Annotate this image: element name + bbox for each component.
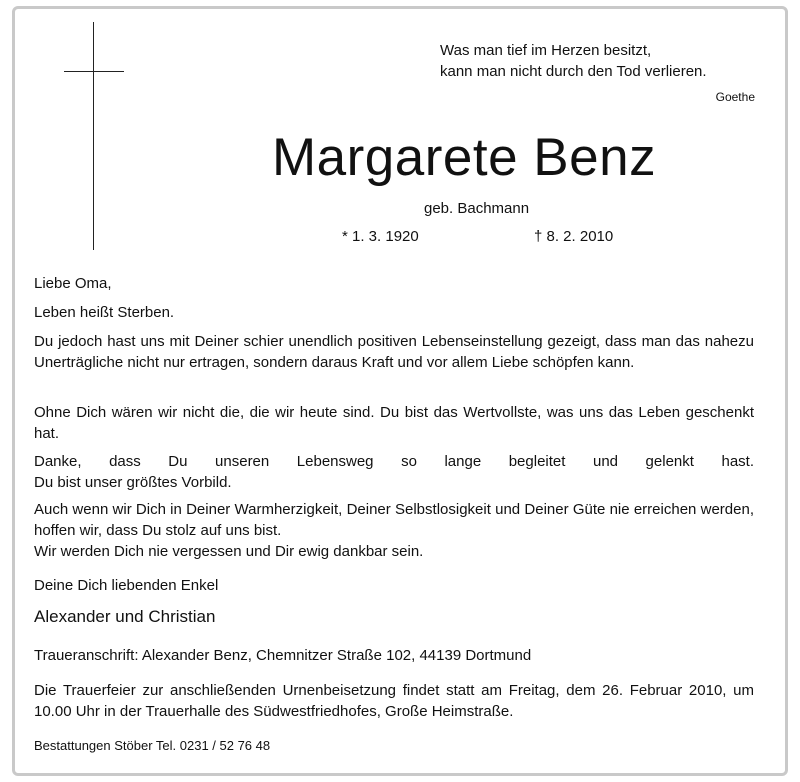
letter-closing: Deine Dich liebenden Enkel — [34, 577, 219, 594]
maiden-name: geb. Bachmann — [424, 200, 530, 217]
letter-paragraph-4-line-2: Du bist unser größtes Vorbild. — [34, 474, 232, 491]
ceremony-info: Die Trauerfeier zur anschließenden Urnenbeisetzung findet statt am Freitag, dem 26. Februar 2010, um 10.00 Uhr in der Trauerhalle des Südwestfriedhofes, Große Heimstraße. — [34, 682, 754, 720]
birth-date: * 1. 3. 1920 — [342, 228, 419, 245]
letter-paragraph-3: Ohne Dich wären wir nicht die, die wir heute sind. Du bist das Wertvollste, was uns das Leben geschenkt hat. — [34, 404, 754, 442]
letter-paragraph-6: Wir werden Dich nie vergessen und Dir ewig dankbar sein. — [34, 543, 424, 560]
mourning-address: Traueranschrift: Alexander Benz, Chemnitzer Straße 102, 44139 Dortmund — [34, 647, 532, 664]
letter-paragraph-4-line-1: Danke, dass Du unseren Lebensweg so lange begleitet und gelenkt hast. — [34, 453, 754, 470]
deceased-name: Margarete Benz — [272, 128, 657, 187]
letter-paragraph-5: Auch wenn wir Dich in Deiner Warmherzigkeit, Deiner Selbstlosigkeit und Deiner Güte nie erreichen werden, hoffen wir, dass Du stolz auf uns bist. — [34, 501, 754, 539]
motto-line-2: kann man nicht durch den Tod verlieren. — [440, 63, 707, 80]
motto-quote — [440, 40, 707, 82]
motto-author: Goethe — [715, 90, 755, 104]
undertaker-info: Bestattungen Stöber Tel. 0231 / 52 76 48 — [34, 738, 271, 753]
death-date: † 8. 2. 2010 — [534, 228, 614, 245]
letter-paragraph-2: Du jedoch hast uns mit Deiner schier unendlich positiven Lebenseinstellung gezeigt, dass man das nahezu Unerträgliche nicht nur ertragen, sondern daraus Kraft und vor allem Liebe schöpfen kann. — [34, 333, 754, 371]
letter-salutation: Liebe Oma, — [34, 275, 112, 292]
motto-line-1: Was man tief im Herzen besitzt, — [440, 42, 652, 59]
letter-paragraph-1: Leben heißt Sterben. — [34, 304, 175, 321]
signers: Alexander und Christian — [34, 607, 216, 626]
letter-paragraph-4 — [34, 451, 754, 493]
